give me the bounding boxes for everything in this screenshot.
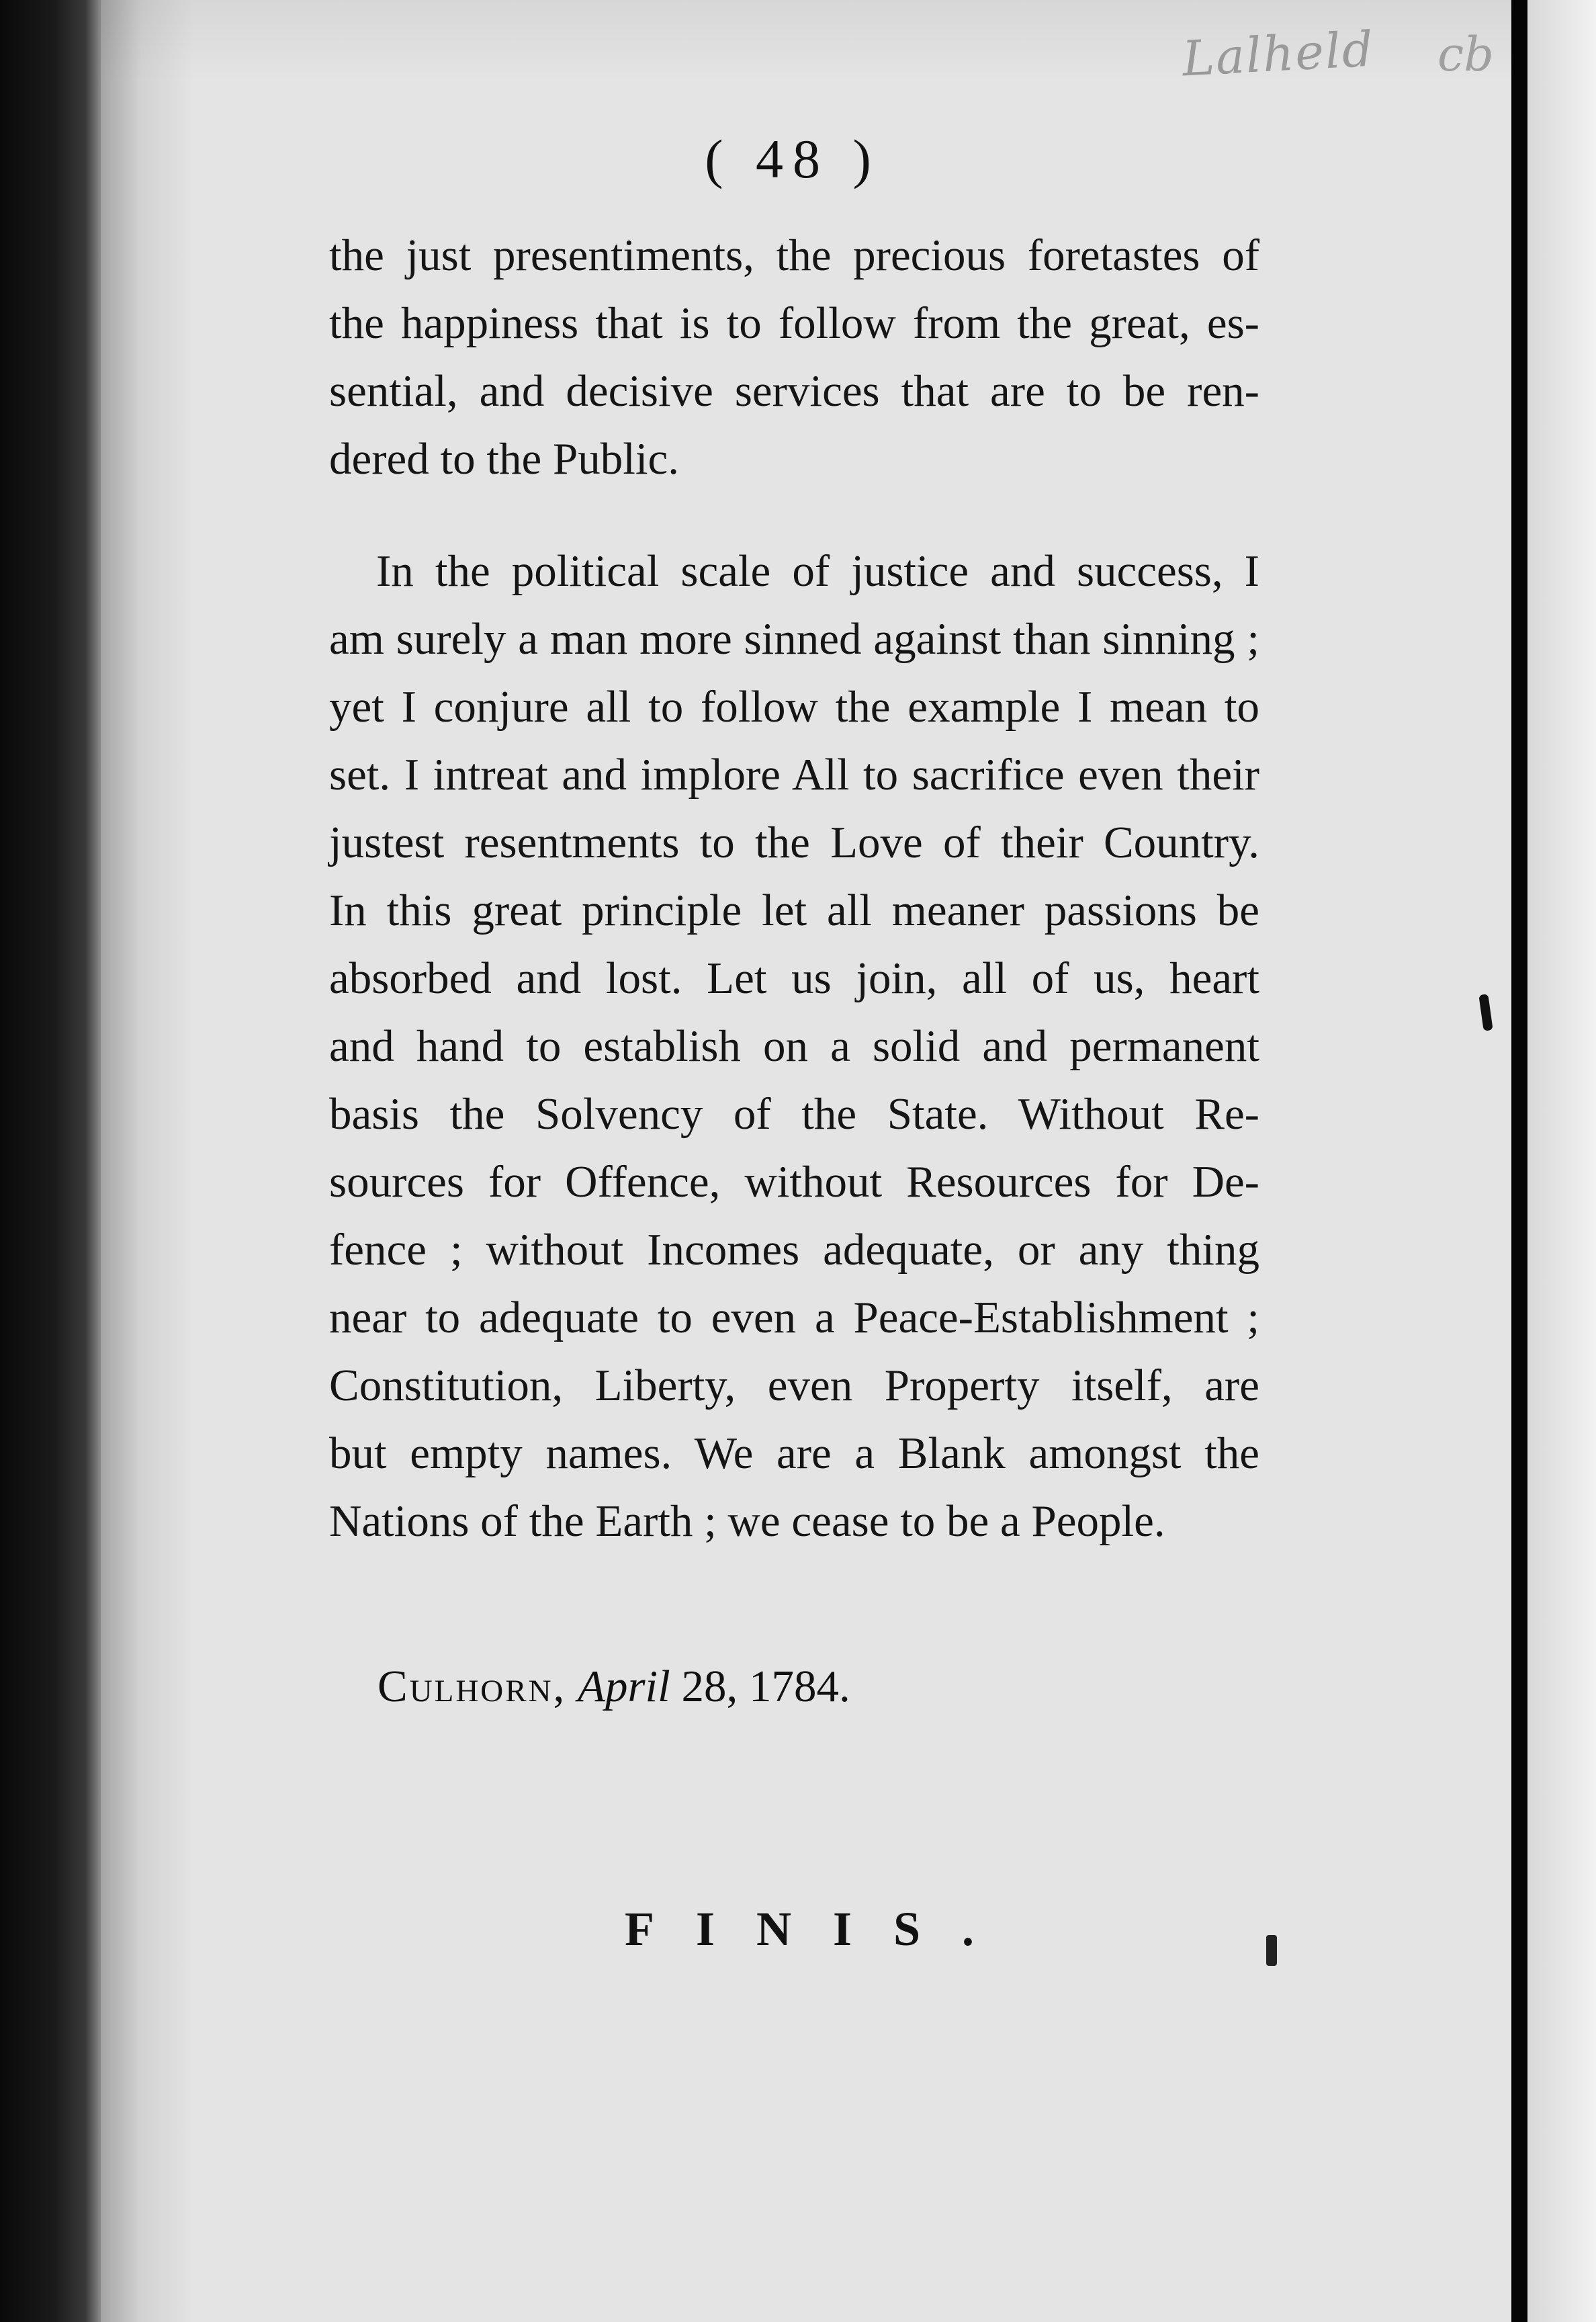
text-line: and hand to establish on a solid and permanent: [329, 1021, 1259, 1071]
text-line: near to adequate to even a Peace-Establishment ;: [329, 1293, 1259, 1342]
signature-line: [378, 1661, 850, 1713]
text-line: Nations of the Earth ; we cease to be a People.: [329, 1496, 1165, 1546]
handwritten-annotation-corner: cb: [1437, 27, 1495, 82]
right-spine-edge: [1511, 0, 1527, 2322]
right-margin: [1527, 0, 1596, 2322]
signature-month: April: [578, 1662, 670, 1711]
text-line: set. I intreat and implore All to sacrifice even their: [329, 750, 1259, 800]
text-line: dered to the Public.: [329, 434, 679, 484]
signature-place: Culhorn,: [378, 1662, 567, 1711]
text-line: fence ; without Incomes adequate, or any thing: [329, 1225, 1259, 1275]
text-line: Constitution, Liberty, even Property itself, are: [329, 1361, 1259, 1410]
text-line: yet I conjure all to follow the example I mean to: [329, 682, 1259, 732]
text-line: the just presentiments, the precious foretastes of: [329, 230, 1259, 280]
paragraph-continued: [329, 222, 1259, 493]
text-line: In this great principle let all meaner passions be: [329, 886, 1259, 935]
page-number: ( 48 ): [705, 128, 881, 189]
text-line: the happiness that is to follow from the great, es-: [329, 298, 1259, 348]
text-line: justest resentments to the Love of their Country.: [329, 818, 1259, 867]
text-line: but empty names. We are a Blank amongst the: [329, 1428, 1259, 1478]
handwritten-annotation: Lalheld: [1180, 20, 1376, 87]
paragraph-main: [329, 538, 1259, 1555]
text-line: basis the Solvency of the State. Without Re-: [329, 1089, 1259, 1139]
finis-heading: FINIS.: [625, 1902, 1016, 1956]
text-line: absorbed and lost. Let us join, all of us, heart: [329, 953, 1259, 1003]
text-line: sential, and decisive services that are to be ren-: [329, 366, 1259, 416]
left-gutter: [0, 0, 101, 2322]
text-line: sources for Offence, without Resources for De-: [329, 1157, 1259, 1207]
text-line: In the political scale of justice and success, I: [376, 546, 1259, 596]
ink-mark: [1266, 1935, 1277, 1966]
signature-date: 28, 1784.: [681, 1662, 850, 1711]
text-line: am surely a man more sinned against than sinning ;: [329, 614, 1259, 664]
